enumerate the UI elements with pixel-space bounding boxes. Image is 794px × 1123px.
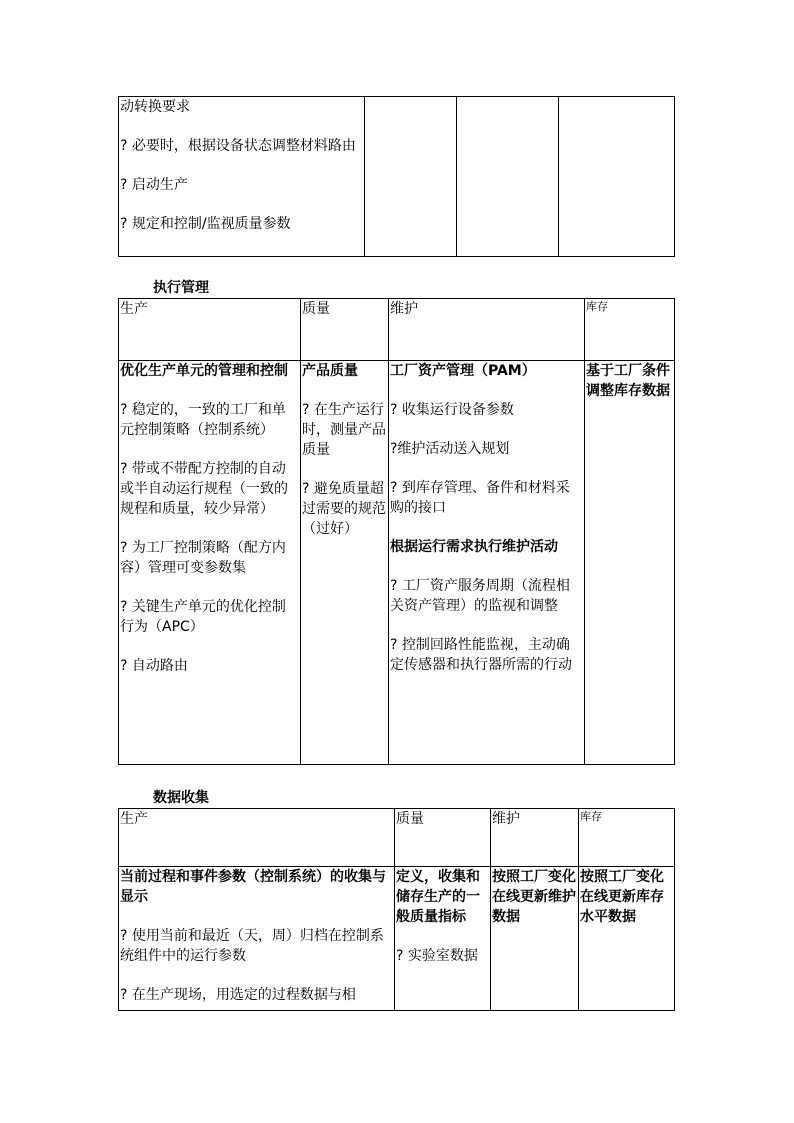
header-maintenance: 维护 <box>491 809 579 867</box>
header-production: 生产 <box>119 809 395 867</box>
collection-production-cell <box>119 867 395 1011</box>
header-quality: 质量 <box>301 299 389 361</box>
execution-maintenance-item: ? 收集运行设备参数 <box>390 402 514 418</box>
execution-table <box>118 298 675 765</box>
top-cell-quality <box>365 97 457 257</box>
collection-maintenance-title: 按照工厂变化在线更新维护数据 <box>492 869 576 925</box>
execution-production-title: 优化生产单元的管理和控制 <box>120 363 288 379</box>
execution-quality-item: ? 避免质量超过需要的规范（过好） <box>302 481 386 537</box>
top-line: ? 必要时，根据设备状态调整材料路由 <box>120 138 356 154</box>
header-inventory: 库存 <box>585 299 675 361</box>
header-inventory: 库存 <box>579 809 675 867</box>
collection-quality-title: 定义，收集和储存生产的一般质量指标 <box>396 869 480 925</box>
top-line: ? 规定和控制/监视质量参数 <box>120 216 291 232</box>
execution-production-item: ? 自动路由 <box>120 658 188 674</box>
execution-quality-title: 产品质量 <box>302 363 358 379</box>
top-cell-production <box>119 97 365 257</box>
top-table <box>118 96 675 257</box>
collection-production-item: ? 在生产现场，用选定的过程数据与相 <box>120 987 356 1003</box>
collection-quality-item: ? 实验室数据 <box>396 948 478 964</box>
execution-production-cell <box>119 361 301 765</box>
execution-production-item: ? 稳定的，一致的工厂和单元控制策略（控制系统） <box>120 402 286 438</box>
top-line: 动转换要求 <box>120 99 190 115</box>
collection-maintenance-cell <box>491 867 579 1011</box>
top-cell-maintenance <box>457 97 559 257</box>
execution-inventory-title: 基于工厂条件调整库存数据 <box>586 363 670 399</box>
execution-maintenance-item: ? 控制回路性能监视，主动确定传感器和执行器所需的行动 <box>390 637 572 673</box>
execution-quality-item: ? 在生产运行时，测量产品质量 <box>302 402 386 458</box>
execution-maintenance-item: ? 到库存管理、备件和材料采购的接口 <box>390 480 570 516</box>
collection-production-title: 当前过程和事件参数（控制系统）的收集与显示 <box>120 869 386 905</box>
collection-inventory-cell <box>579 867 675 1011</box>
execution-production-item: ? 关键生产单元的优化控制行为（APC） <box>120 599 286 635</box>
collection-quality-cell <box>395 867 491 1011</box>
collection-production-item: ? 使用当前和最近（天，周）归档在控制系统组件中的运行参数 <box>120 928 384 964</box>
section-heading-execution: 执行管理 <box>153 280 209 296</box>
section-heading-collection: 数据收集 <box>153 790 209 806</box>
execution-maintenance-title: 工厂资产管理（PAM） <box>390 363 536 379</box>
execution-inventory-cell <box>585 361 675 765</box>
execution-maintenance-title-2: 根据运行需求执行维护活动 <box>390 539 558 555</box>
top-line: ? 启动生产 <box>120 177 188 193</box>
execution-maintenance-item: ?维护活动送入规划 <box>390 441 510 457</box>
execution-production-item: ? 为工厂控制策略（配方内容）管理可变参数集 <box>120 540 286 576</box>
collection-inventory-title: 按照工厂变化在线更新库存水平数据 <box>580 869 664 925</box>
execution-maintenance-cell <box>389 361 585 765</box>
collection-table <box>118 808 675 1011</box>
header-production: 生产 <box>119 299 301 361</box>
header-quality: 质量 <box>395 809 491 867</box>
execution-quality-cell <box>301 361 389 765</box>
execution-production-item: ? 带或不带配方控制的自动或半自动运行规程（一致的规程和质量，较少异常） <box>120 461 288 517</box>
top-cell-inventory <box>559 97 675 257</box>
header-maintenance: 维护 <box>389 299 585 361</box>
execution-maintenance-item: ? 工厂资产服务周期（流程相关资产管理）的监视和调整 <box>390 578 570 614</box>
